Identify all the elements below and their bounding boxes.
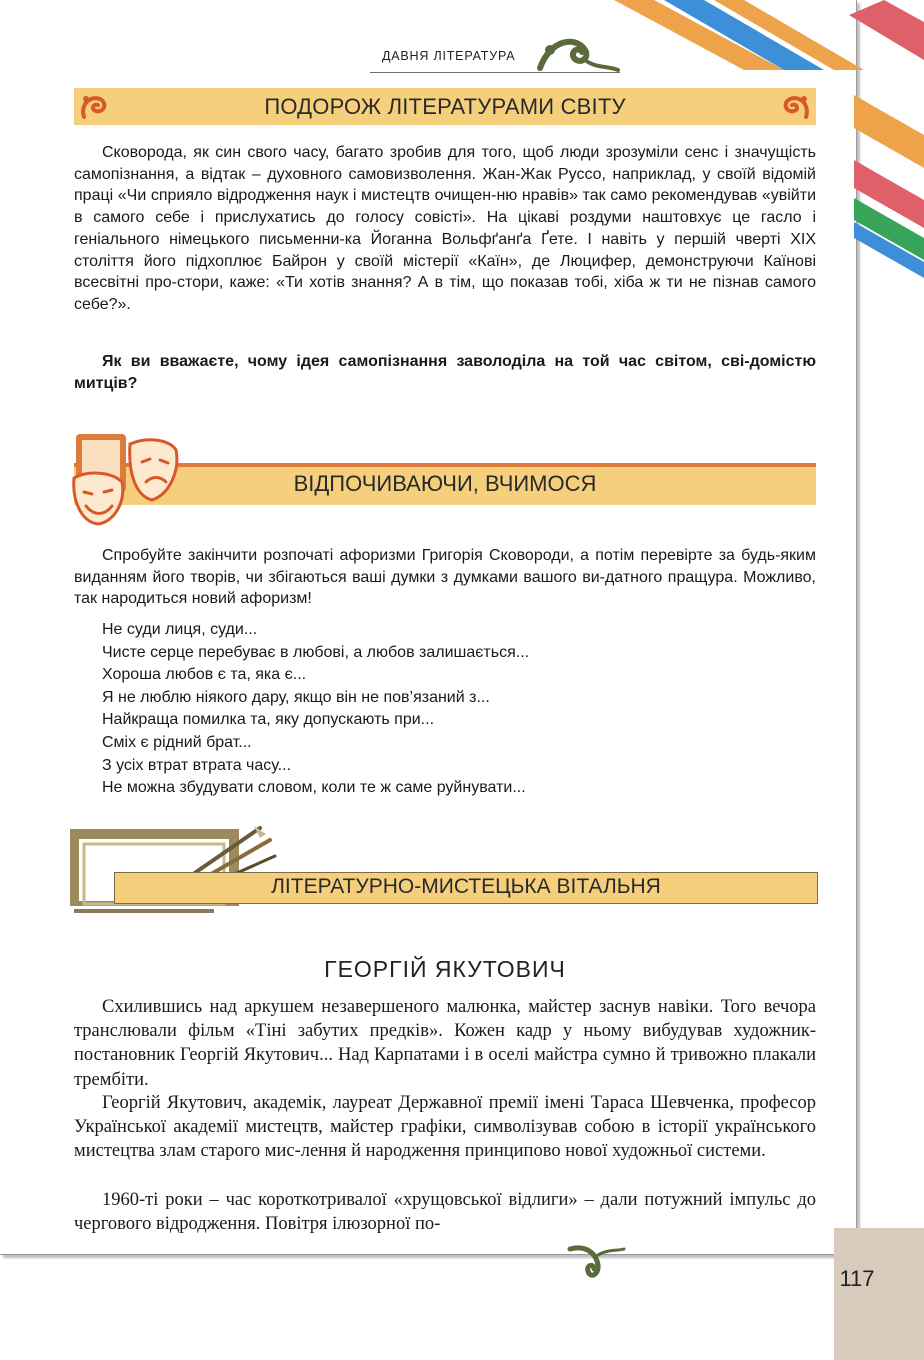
- list-item: Я не люблю ніякого дару, якщо він не пов’язаний з...: [102, 688, 490, 706]
- article-paragraph: [74, 1091, 816, 1164]
- frame-underline: [74, 909, 214, 913]
- article-paragraph: [74, 1188, 816, 1236]
- list-item: Найкраща помилка та, яку допускають при...: [102, 711, 435, 729]
- paragraph-text: Спробуйте закінчити розпочаті афоризми Григорія Сковороди, а потім перевірте за будь-яким виданням його творів, чи збігаються ваші думки з думками вашого ви-датного пращура. Можливо, так народиться новий афоризм!: [74, 547, 816, 608]
- section-paragraph: [74, 142, 816, 316]
- running-header: ДАВНЯ ЛІТЕРАТУРА: [382, 49, 516, 63]
- artist-heading: ГЕОРГІЙ ЯКУТОВИЧ: [324, 956, 566, 982]
- section-bar-relaxing-learning: [74, 463, 816, 505]
- list-item: З усіх втрат втрата часу...: [102, 756, 292, 774]
- paragraph-text: Схилившись над аркушем незавершеного малюнка, майстер заснув навіки. Того вечора транслювали фільм «Тіні забутих предків». Кожен кадр у ньому вибудував художник-постановник Георгій Якутович... Над Карпатами і в оселі майстра сумно й тривожно плакали трембіти.: [74, 997, 816, 1090]
- theatre-masks-icon: [70, 430, 182, 526]
- section-bar-literary-art-salon: [114, 872, 818, 904]
- page-corner-band: [834, 1228, 924, 1360]
- list-item: Не суди лиця, суди...: [102, 621, 258, 638]
- list-item: Сміх є рідний брат...: [102, 733, 252, 751]
- paragraph-text: 1960-ті роки – час короткотривалої «хрущовської відлиги» – дали потужний імпульс до чергового відродження. Повітря ілюзорної по-: [74, 1190, 816, 1235]
- scroll-ornament-icon: [530, 30, 620, 75]
- section-title: ВІДПОЧИВАЮЧИ, ВЧИМОСЯ: [293, 471, 597, 496]
- article-paragraph: [74, 995, 816, 1092]
- stripe-orange-mid: [854, 95, 924, 168]
- list-item: Не можна збудувати словом, коли те ж саме руйнувати...: [102, 779, 526, 797]
- stripe-red-top: [849, 0, 924, 60]
- aphorism-list: [102, 619, 529, 800]
- discussion-question: Як ви вважаєте, чому ідея самопізнання заволоділа на той час світом, сві-домістю митців?: [74, 353, 816, 392]
- paragraph-text: Георгій Якутович, академік, лауреат Державної премії імені Тараса Шевченка, професор Української академії мистецтв, майстер графіки, символізував собою в історії українського мистецтва злам старого мис-лення й народження принципово нової художньої системи.: [74, 1093, 816, 1162]
- list-item: Чисте серце перебуває в любові, а любов залишається...: [102, 643, 530, 661]
- section-title: ЛІТЕРАТУРНО-МИСТЕЦЬКА ВІТАЛЬНЯ: [271, 875, 661, 898]
- page-number: 117: [839, 1266, 875, 1291]
- section-bar-world-literature: [74, 88, 816, 125]
- section-paragraph: [74, 545, 816, 610]
- list-item: Хороша любов є та, яка є...: [102, 666, 307, 684]
- calligraphic-glyph-icon: [756, 1282, 836, 1352]
- section-title: ПОДОРОЖ ЛІТЕРАТУРАМИ СВІТУ: [264, 94, 626, 119]
- scroll-ornament-icon: [566, 1243, 626, 1283]
- paragraph-text: Сковорода, як син свого часу, багато зробив для того, щоб люди зрозуміли сенс і значущість самопізнання, а відтак – духовного самовизволення. Жан-Жак Руссо, наприклад, у своїй відомій праці «Чи сприяло відродження наук і мистецтв очищен-ню нравів» так само рекомендував «увійти в самого себе і прислухатись до голосу совісті». На цікаві роздуми наштовхує це гасло і геніального німецького письменни-ка Йоганна Вольфґанґа Ґете. І навіть у першій чверті XIX століття його підхоплює Байрон у своїй містерії «Каїн», де Люцифер, демонструючи Каїнові всесвітні про-стори, каже: «Ти хотів знання? А в тім, що показав тобі, хіба ж ти не пізнав самого себе?».: [74, 144, 816, 313]
